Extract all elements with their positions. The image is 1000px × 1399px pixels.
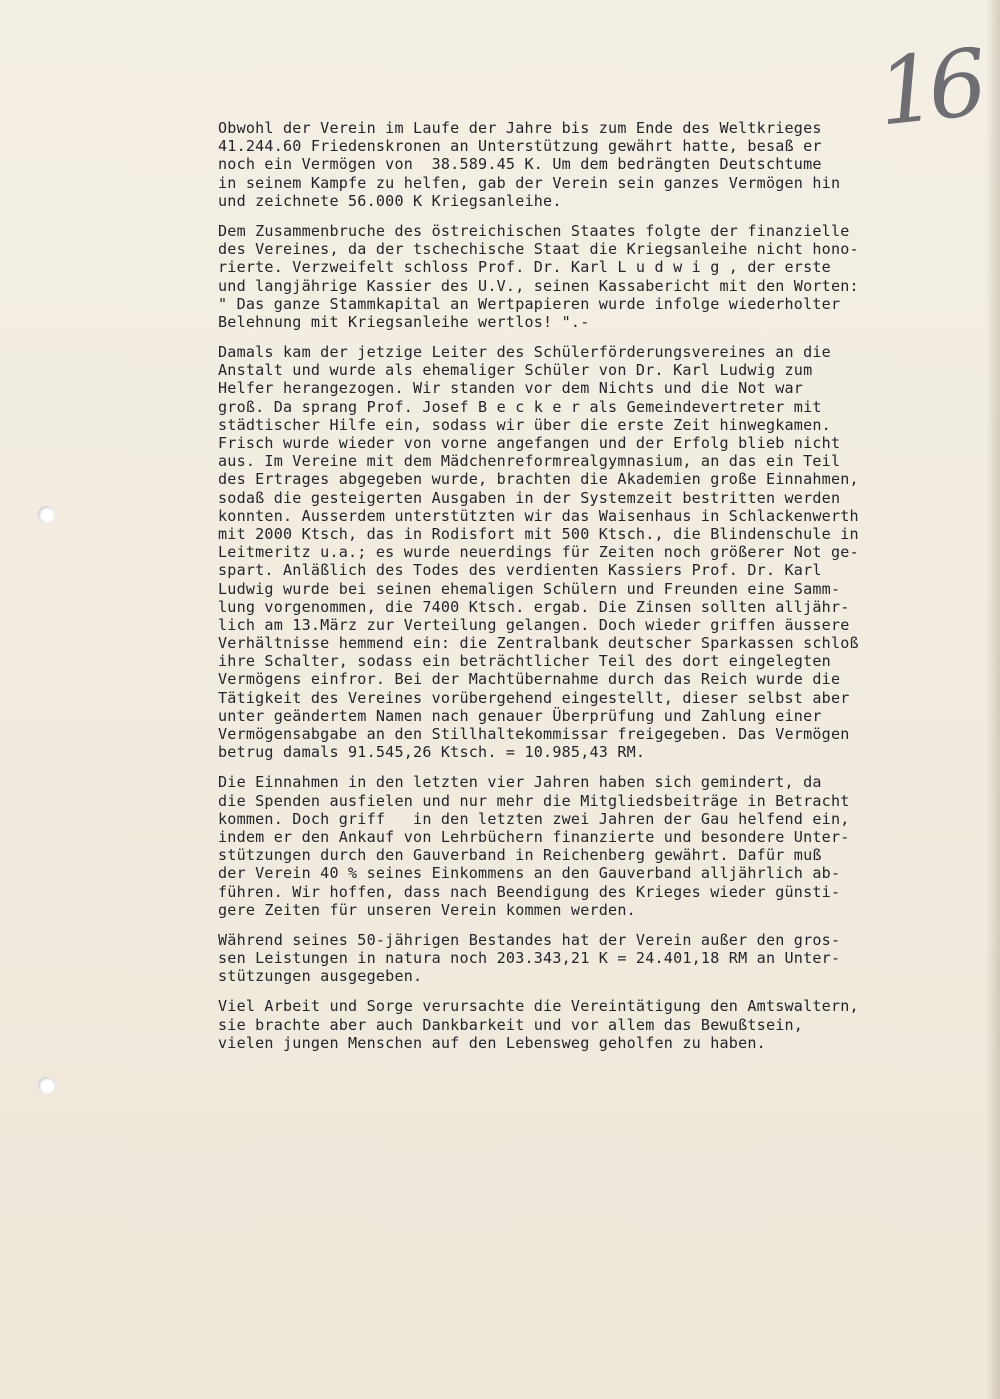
text-line: sen Leistungen in natura noch 203.343,21 K = 24.401,18 RM an Unter- xyxy=(218,949,841,968)
text-line: konnten. Ausserdem unterstützten wir das Waisenhaus in Schlackenwerth xyxy=(218,506,859,525)
text-line: stützungen ausgegeben. xyxy=(218,967,423,986)
paragraph xyxy=(218,119,958,210)
text-line: noch ein Vermögen von 38.589.45 K. Um dem bedrängten Deutschtume xyxy=(218,155,822,174)
text-line: unter geändertem Namen nach genauer Überprüfung und Zahlung einer xyxy=(218,706,822,725)
text-line: vielen jungen Menschen auf den Lebensweg geholfen zu haben. xyxy=(218,1033,766,1052)
text-line: Frisch wurde wieder von vorne angefangen und der Erfolg blieb nicht xyxy=(218,434,841,452)
text-line: indem er den Ankauf von Lehrbüchern finanzierte und besondere Unter- xyxy=(218,827,850,846)
text-line: sodaß die gesteigerten Ausgaben in der Systemzeit bestritten werden xyxy=(218,488,841,507)
text-line: ihre Schalter, sodass ein beträchtlicher Teil des dort eingelegten xyxy=(218,652,831,671)
paragraph xyxy=(218,997,958,1052)
text-line: aus. Im Vereine mit dem Mädchenreformrealgymnasium, an das ein Teil xyxy=(218,452,841,471)
text-line: Vermögensabgabe an den Stillhaltekommissar freigegeben. Das Vermögen xyxy=(218,725,850,743)
text-line: die Spenden ausfielen und nur mehr die Mitgliedsbeiträge in Betracht xyxy=(218,791,850,810)
text-line: lich am 13.März zur Verteilung gelangen. Doch wieder griffen äussere xyxy=(218,615,850,634)
text-line: 41.244.60 Friedenskronen an Unterstützung gewährt hatte, besaß er xyxy=(218,137,822,156)
text-line: städtischer Hilfe ein, sodass wir über die erste Zeit hinwegkamen. xyxy=(218,415,831,434)
text-line: Verhältnisse hemmend ein: die Zentralbank deutscher Sparkassen schloß xyxy=(218,634,859,653)
text-line: der Verein 40 % seines Einkommens an den Gauverband alljährlich ab- xyxy=(218,864,841,883)
paragraph xyxy=(218,343,958,761)
text-line: betrug damals 91.545,26 Ktsch. = 10.985,43 RM. xyxy=(218,743,646,762)
text-line: Viel Arbeit und Sorge verursachte die Vereintätigung den Amtswaltern, xyxy=(218,997,859,1016)
text-line: Helfer herangezogen. Wir standen vor dem Nichts und die Not war xyxy=(218,379,804,398)
text-line: Die Einnahmen in den letzten vier Jahren haben sich gemindert, da xyxy=(218,773,822,792)
text-line: rierte. Verzweifelt schloss Prof. Dr. Karl L u d w i g , der erste xyxy=(218,258,831,277)
paragraph xyxy=(218,931,958,986)
punch-hole-lower xyxy=(38,1077,55,1094)
text-line: führen. Wir hoffen, dass nach Beendigung des Krieges wieder günsti- xyxy=(218,882,841,901)
text-line: stützungen durch den Gauverband in Reichenberg gewährt. Dafür muß xyxy=(218,846,822,865)
text-line: gere Zeiten für unseren Verein kommen werden. xyxy=(218,900,636,919)
text-line: Ludwig wurde bei seinen ehemaligen Schülern und Freunden eine Samm- xyxy=(218,579,841,598)
text-line: kommen. Doch griff in den letzten zwei Jahren der Gau helfend ein, xyxy=(218,809,850,828)
paragraph xyxy=(218,222,958,331)
text-line: Obwohl der Verein im Laufe der Jahre bis zum Ende des Weltkrieges xyxy=(218,119,822,137)
text-line: Dem Zusammenbruche des östreichischen Staates folgte der finanzielle xyxy=(218,221,850,240)
text-line: des Ertrages abgegeben wurde, brachten die Akademien große Einnahmen, xyxy=(218,470,859,489)
text-line: spart. Anläßlich des Todes des verdienten Kassiers Prof. Dr. Karl xyxy=(218,561,822,580)
text-line: Damals kam der jetzige Leiter des Schülerförderungsvereines an die xyxy=(218,343,831,362)
text-line: Leitmeritz u.a.; es wurde neuerdings für Zeiten noch größerer Not ge- xyxy=(218,543,859,562)
text-line: " Das ganze Stammkapital an Wertpapieren wurde infolge wiederholter xyxy=(218,294,841,313)
text-line: Vermögens einfror. Bei der Machtübernahme durch das Reich wurde die xyxy=(218,670,841,689)
text-line: und zeichnete 56.000 K Kriegsanleihe. xyxy=(218,191,562,210)
text-line: lung vorgenommen, die 7400 Ktsch. ergab. Die Zinsen sollten alljähr- xyxy=(218,597,850,616)
folio-number: 16 xyxy=(872,29,985,147)
text-line: Belehnung mit Kriegsanleihe wertlos! ".- xyxy=(218,312,590,331)
text-line: groß. Da sprang Prof. Josef B e c k e r als Gemeindevertreter mit xyxy=(218,397,822,416)
text-line: mit 2000 Ktsch, das in Rodisfort mit 500 Ktsch., die Blindenschule in xyxy=(218,524,859,543)
body-text xyxy=(218,119,958,1064)
text-line: Während seines 50-jährigen Bestandes hat der Verein außer den gros- xyxy=(218,930,841,949)
text-line: Anstalt und wurde als ehemaliger Schüler von Dr. Karl Ludwig zum xyxy=(218,361,813,380)
text-line: und langjährige Kassier des U.V., seinen Kassabericht mit den Worten: xyxy=(218,276,859,295)
paragraph xyxy=(218,773,958,919)
text-line: Tätigkeit des Vereines vorübergehend eingestellt, dieser selbst aber xyxy=(218,688,850,707)
text-line: in seinem Kampfe zu helfen, gab der Verein sein ganzes Vermögen hin xyxy=(218,173,841,192)
text-line: des Vereines, da der tschechische Staat die Kriegsanleihe nicht hono- xyxy=(218,240,859,259)
punch-hole-upper xyxy=(38,506,55,523)
text-line: sie brachte aber auch Dankbarkeit und vor allem das Bewußtsein, xyxy=(218,1015,804,1034)
page-edge-shadow xyxy=(986,0,1000,1399)
